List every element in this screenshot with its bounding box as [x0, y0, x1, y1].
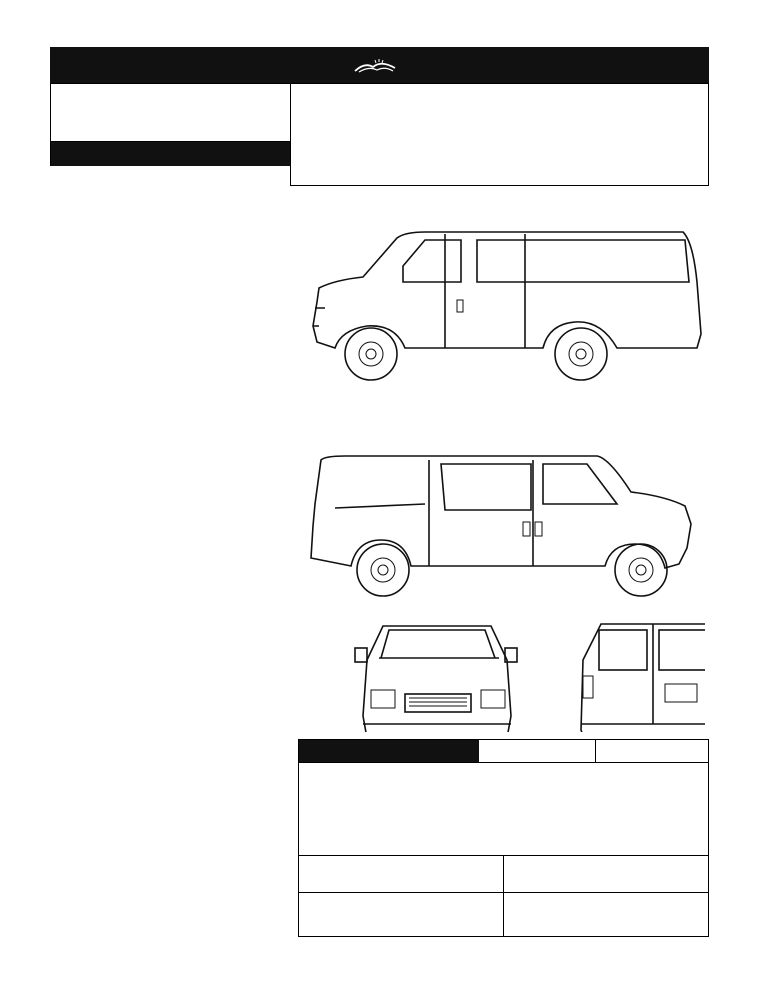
van-diagram[interactable]: [305, 222, 705, 732]
van-front-view[interactable]: [355, 626, 517, 732]
van-rear-view[interactable]: [581, 624, 705, 732]
mileage-in-field[interactable]: [595, 740, 709, 762]
notes-field[interactable]: [299, 763, 709, 855]
vehicle-id-field[interactable]: [50, 83, 291, 142]
title-bar: [50, 47, 709, 84]
description-field[interactable]: [290, 83, 709, 186]
mileage-signature-panel: [298, 739, 709, 937]
checklist: [50, 142, 291, 166]
mileage-header: [299, 740, 479, 762]
van-driver-side-view[interactable]: [311, 456, 691, 596]
mountain-logo-icon: [353, 58, 397, 74]
van-passenger-side-view[interactable]: [313, 232, 701, 380]
inspection-sheet: [50, 47, 709, 937]
checklist-header-blank: [51, 142, 290, 166]
mileage-out-field[interactable]: [479, 740, 593, 762]
